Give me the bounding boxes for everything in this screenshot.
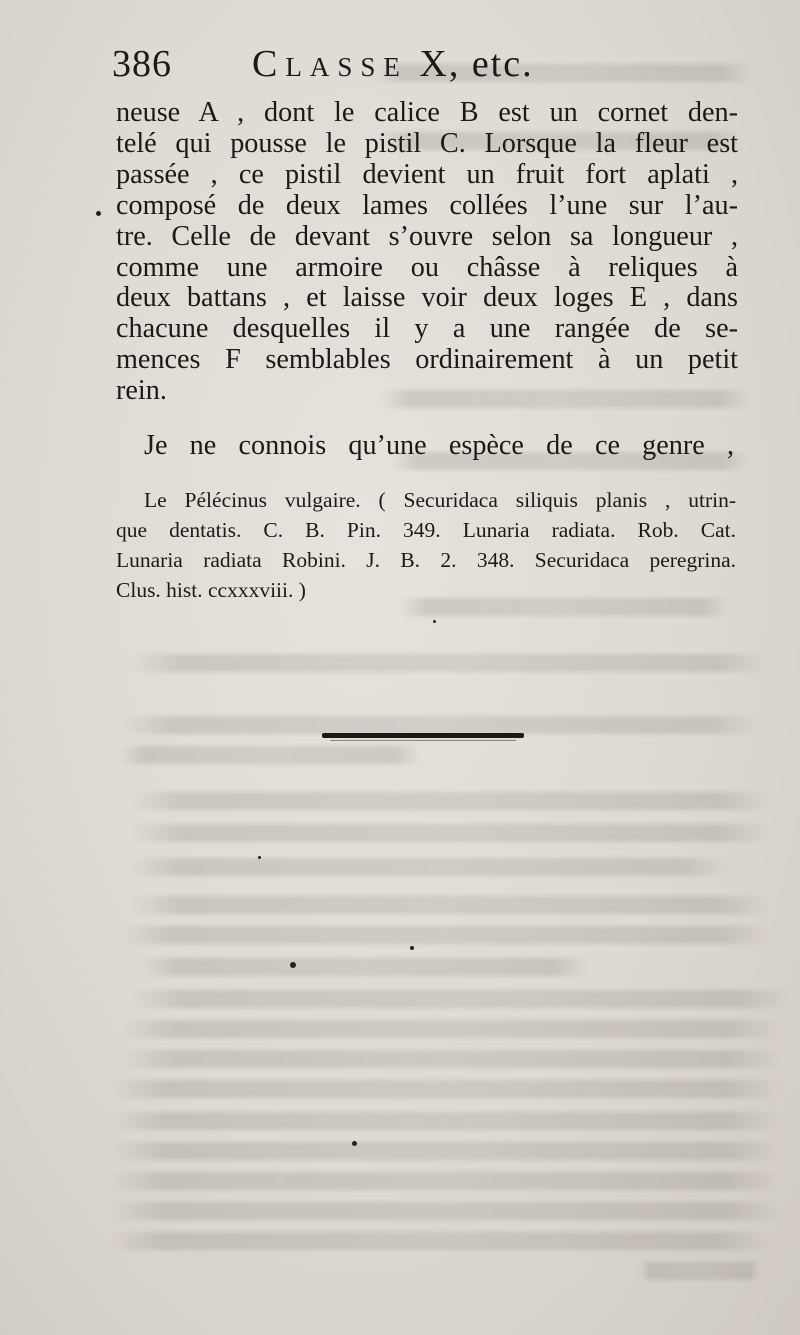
running-head [112,42,632,98]
ink-speck [290,962,296,968]
text-line: composé de deux lames collées l’une sur l’au- [116,189,738,221]
entry-line: que dentatis. C. B. Pin. 349. Lunaria radiata. Rob. Cat. [116,518,736,542]
entry-line: Clus. hist. ccxxxviii. ) [116,578,306,602]
page-number: 386 [112,43,172,85]
species-statement: Je ne connois qu’une espèce de ce genre , [144,430,734,461]
text-line: mences F semblables ordinairement à un petit [116,344,738,376]
text-line: telé qui pousse le pistil C. Lorsque la fleur est [116,127,738,159]
text-line: deux battans , et laisse voir deux loges E , dans [116,282,738,314]
ink-speck [258,856,261,859]
ink-speck [410,946,414,950]
ink-speck [96,211,101,216]
text-line: tre. Celle de devant s’ouvre selon sa longueur , [116,220,738,252]
ink-speck [433,620,436,623]
ink-speck [352,1141,357,1146]
body-paragraph [116,98,738,407]
entry-line: Lunaria radiata Robini. J. B. 2. 348. Securidaca peregrina. [116,548,736,572]
chapter-title [252,42,534,86]
entry-line: Le Pélécinus vulgaire. ( Securidaca siliquis planis , utrin- [144,488,736,512]
chapter-title-number: X, etc. [419,43,534,85]
text-line: passée , ce pistil devient un fruit fort aplati , [116,158,738,190]
text-line: comme une armoire ou châsse à reliques à [116,251,738,283]
text-line: chacune desquelles il y a une rangée de se- [116,313,738,345]
text-line: neuse A , dont le calice B est un cornet den- [116,97,738,128]
species-entry [116,485,736,605]
section-divider [322,733,524,738]
chapter-title-classe: Classe [252,43,408,85]
text-line: rein. [116,375,167,407]
